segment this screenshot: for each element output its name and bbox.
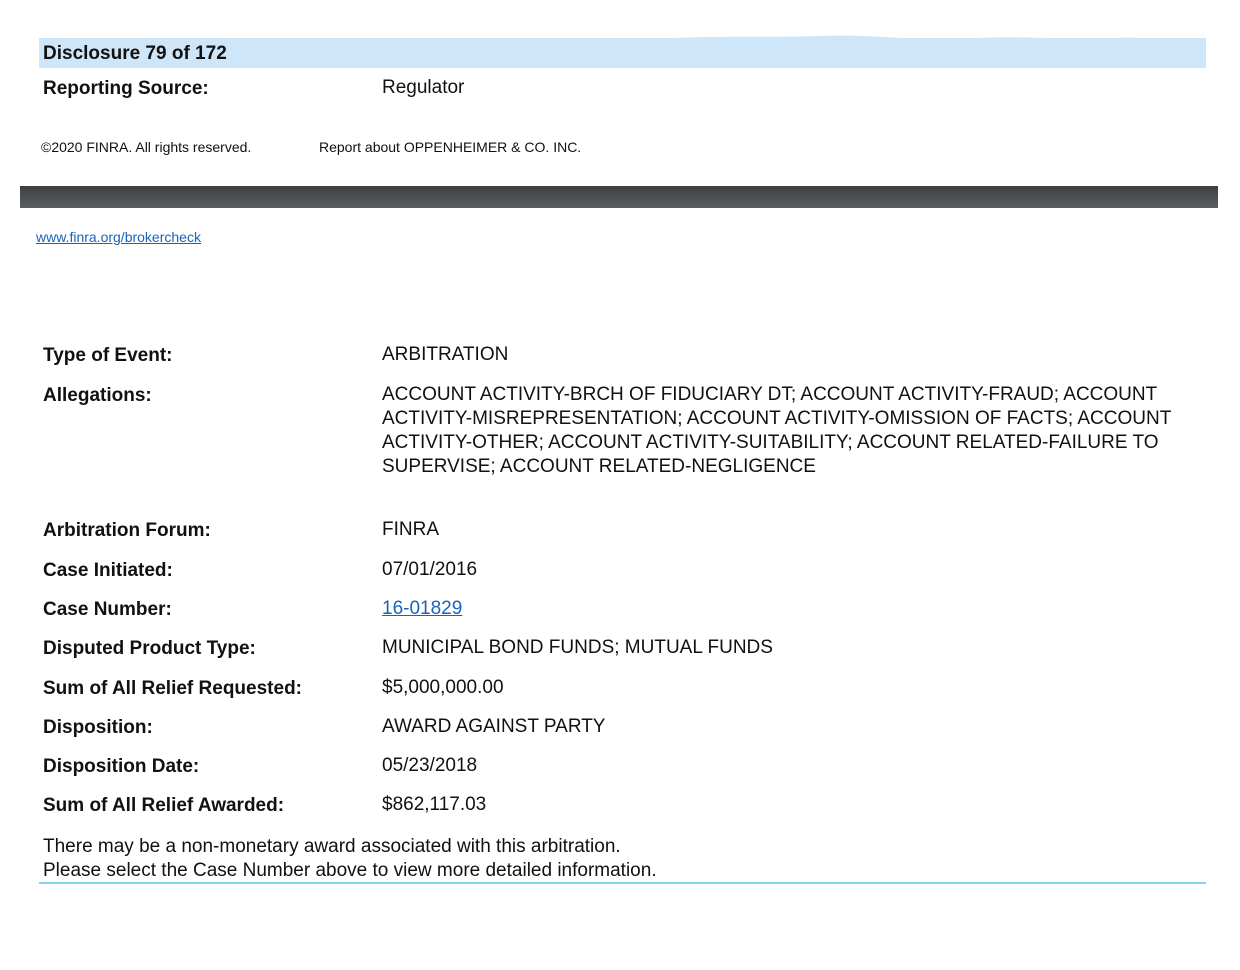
- detail-value-disputed-product-type: MUNICIPAL BOND FUNDS; MUTUAL FUNDS: [382, 637, 773, 658]
- disclosure-title: Disclosure 79 of 172: [43, 43, 227, 64]
- detail-value-type-of-event: ARBITRATION: [382, 344, 509, 365]
- detail-value-relief-awarded: $862,117.03: [382, 794, 487, 815]
- detail-label-relief-awarded: Sum of All Relief Awarded:: [43, 795, 285, 816]
- reporting-source-value: Regulator: [382, 77, 465, 98]
- detail-label-disposition: Disposition:: [43, 717, 153, 738]
- detail-value-case-initiated: 07/01/2016: [382, 559, 478, 580]
- detail-label-allegations: Allegations:: [43, 385, 152, 406]
- reporting-source-label: Reporting Source:: [43, 78, 209, 99]
- detail-label-arbitration-forum: Arbitration Forum:: [43, 520, 211, 541]
- case-number-link[interactable]: 16-01829: [382, 598, 463, 619]
- detail-value-disposition: AWARD AGAINST PARTY: [382, 716, 606, 737]
- page-divider-bar: [20, 186, 1218, 208]
- detail-label-disputed-product-type: Disputed Product Type:: [43, 638, 256, 659]
- detail-value-relief-requested: $5,000,000.00: [382, 677, 504, 698]
- detail-label-case-number: Case Number:: [43, 599, 172, 620]
- award-note: [43, 835, 657, 883]
- award-note-line-1: There may be a non-monetary award associated with this arbitration.: [43, 836, 621, 857]
- brokercheck-link[interactable]: www.finra.org/brokercheck: [36, 229, 201, 245]
- detail-label-relief-requested: Sum of All Relief Requested:: [43, 678, 302, 699]
- detail-label-disposition-date: Disposition Date:: [43, 756, 200, 777]
- report-about-text: Report about OPPENHEIMER & CO. INC.: [319, 139, 582, 155]
- award-note-line-2: Please select the Case Number above to view more detailed information.: [43, 860, 657, 881]
- detail-label-case-initiated: Case Initiated:: [43, 560, 173, 581]
- bottom-rule: [39, 882, 1206, 884]
- detail-value-allegations: ACCOUNT ACTIVITY-BRCH OF FIDUCIARY DT; ACCOUNT ACTIVITY-FRAUD; ACCOUNT ACTIVITY-MISREPRESENTATION; ACCOUNT ACTIVITY-OMISSION OF FACTS; ACCOUNT ACTIVITY-OTHER; ACCOUNT ACTIVITY-SUITABILITY; ACCOUNT RELATED-FAILURE TO SUPERVISE; ACCOUNT RELATED-NEGLIGENCE: [382, 384, 1171, 477]
- copyright-text: ©2020 FINRA. All rights reserved.: [41, 139, 252, 155]
- header-wave-decoration: [560, 30, 1206, 54]
- detail-label-type-of-event: Type of Event:: [43, 345, 173, 366]
- detail-value-disposition-date: 05/23/2018: [382, 755, 478, 776]
- detail-value-arbitration-forum: FINRA: [382, 519, 439, 540]
